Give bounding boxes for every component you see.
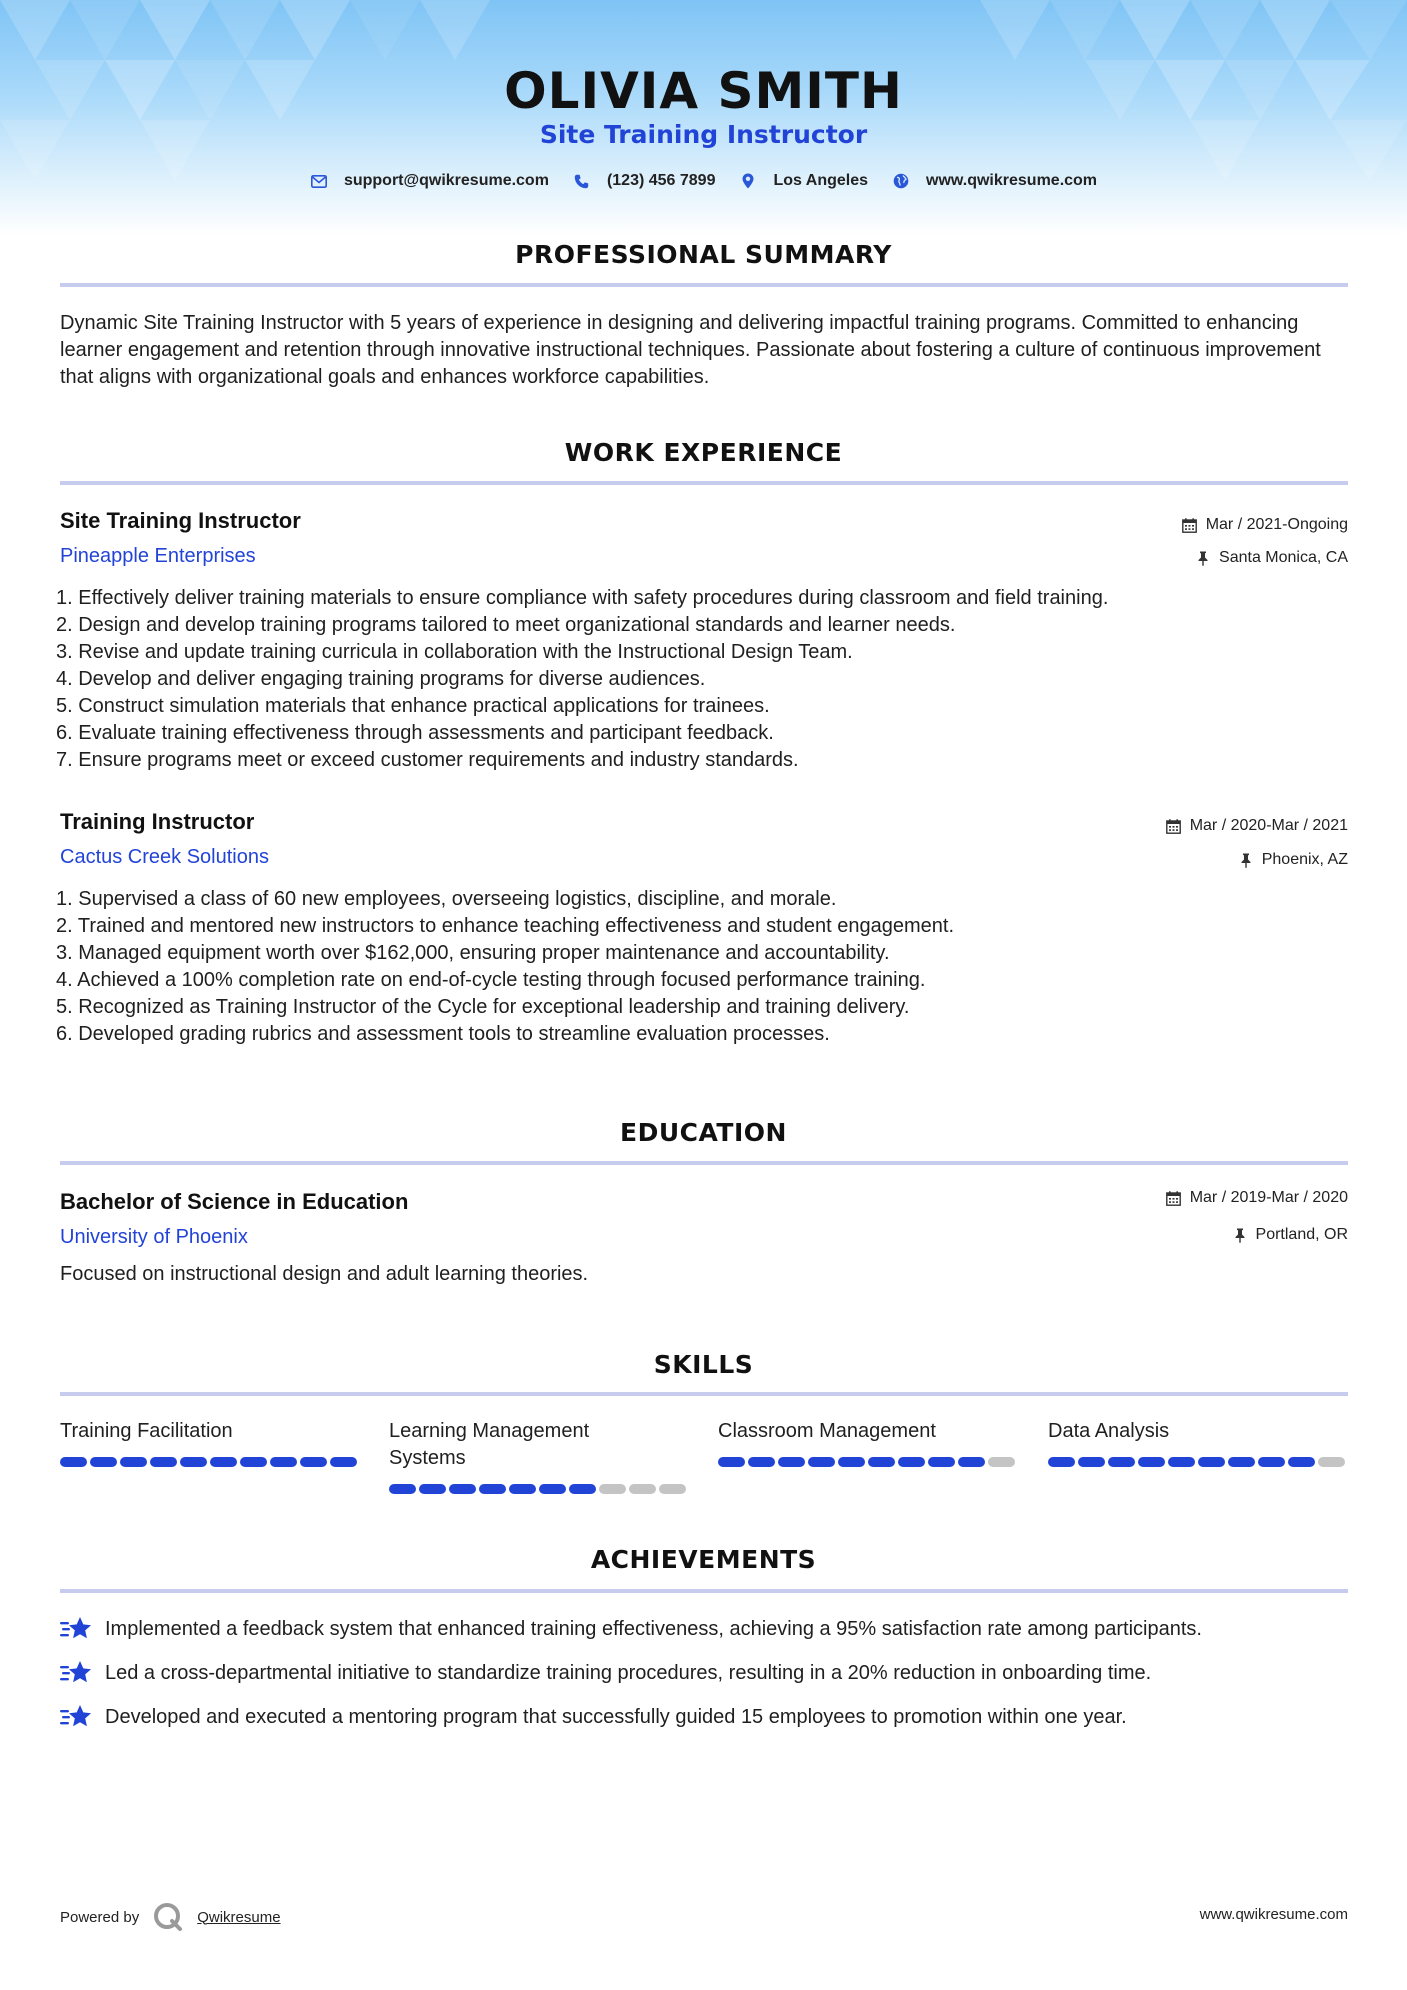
job-2-bullet: 5. Recognized as Training Instructor of the Cycle for exceptional leadership and training delivery.	[56, 996, 910, 1018]
achievement-item	[60, 1616, 1202, 1642]
skill-level-bar	[1048, 1457, 1348, 1467]
skill-level-segment	[120, 1457, 147, 1467]
pushpin-icon	[1195, 550, 1211, 566]
job-1-bullet: 3. Revise and update training curricula in collaboration with the Instructional Design Team.	[56, 641, 853, 663]
skill-level-segment	[1138, 1457, 1165, 1467]
achievement-text: Led a cross-departmental initiative to standardize training procedures, resulting in a 20% reduction in onboarding time.	[105, 1661, 1152, 1684]
job-2-bullet: 4. Achieved a 100% completion rate on end-of-cycle testing through focused performance training.	[56, 969, 926, 991]
achievement-text: Implemented a feedback system that enhanced training effectiveness, achieving a 95% satisfaction rate among participants.	[105, 1617, 1202, 1640]
skill-level-segment	[330, 1457, 357, 1467]
phone-icon	[573, 172, 591, 190]
job-2-bullet: 3. Managed equipment worth over $162,000, ensuring proper maintenance and accountability.	[56, 942, 890, 964]
skill-level-segment	[988, 1457, 1015, 1467]
job-1-dates-text: Mar / 2021-Ongoing	[1205, 516, 1348, 533]
job-1-bullet: 4. Develop and deliver engaging training programs for diverse audiences.	[56, 668, 706, 690]
star-badge-icon	[60, 1704, 92, 1730]
pushpin-icon	[1232, 1227, 1248, 1243]
skill-level-segment	[449, 1484, 476, 1494]
job-1-location-text: Santa Monica, CA	[1219, 549, 1348, 566]
contact-phone[interactable]	[573, 172, 716, 190]
job-2-title: Training Instructor	[60, 809, 255, 834]
contact-location	[739, 172, 868, 190]
skill-name: Training Facilitation	[60, 1420, 233, 1442]
skills-divider	[60, 1392, 1348, 1396]
skill-level-segment	[748, 1457, 775, 1467]
skill-level-bar	[389, 1484, 689, 1494]
skill-level-segment	[1168, 1457, 1195, 1467]
skill-level-segment	[958, 1457, 985, 1467]
education-degree: Bachelor of Science in Education	[60, 1189, 409, 1214]
skill-level-segment	[60, 1457, 87, 1467]
skill-level-segment	[1048, 1457, 1075, 1467]
skill-level-segment	[509, 1484, 536, 1494]
contact-website[interactable]	[892, 172, 1097, 190]
skill-level-bar	[718, 1457, 1018, 1467]
achievements-divider	[60, 1589, 1348, 1593]
summary-text: Dynamic Site Training Instructor with 5 years of experience in designing and delivering impactful training programs. Committed to enhancing learner engagement and retention through innovative instructional techniques. Passionate about fostering a culture of continuous improvement that aligns with organizational goals and enhances workforce capabilities.	[60, 312, 1321, 388]
job-2-bullet: 6. Developed grading rubrics and assessment tools to streamline evaluation processes.	[56, 1023, 830, 1045]
skill-level-segment	[180, 1457, 207, 1467]
education-location-text: Portland, OR	[1255, 1226, 1348, 1243]
skill-level-segment	[1318, 1457, 1345, 1467]
envelope-icon	[310, 172, 328, 190]
job-1-bullet: 2. Design and develop training programs tailored to meet organizational standards and learner needs.	[56, 614, 956, 636]
job-1-location	[1195, 549, 1348, 567]
skill-level-segment	[1258, 1457, 1285, 1467]
job-1-bullet: 5. Construct simulation materials that enhance practical applications for trainees.	[56, 695, 770, 717]
summary-divider	[60, 283, 1348, 287]
achievement-item	[60, 1660, 1151, 1686]
skill-level-segment	[718, 1457, 745, 1467]
contact-website-text: www.qwikresume.com	[926, 172, 1098, 189]
skill-level-segment	[479, 1484, 506, 1494]
skill-level-segment	[300, 1457, 327, 1467]
qwikresume-link[interactable]: Qwikresume	[197, 1908, 281, 1926]
skill-name: Classroom Management	[718, 1420, 936, 1442]
star-badge-icon	[60, 1660, 92, 1686]
skill-item	[718, 1418, 1018, 1467]
skill-level-segment	[1078, 1457, 1105, 1467]
skill-level-segment	[1108, 1457, 1135, 1467]
education-divider	[60, 1161, 1348, 1165]
contact-phone-text: (123) 456 7899	[606, 172, 716, 189]
skill-level-segment	[210, 1457, 237, 1467]
calendar-icon	[1182, 517, 1198, 533]
job-1-bullet: 6. Evaluate training effectiveness through assessments and participant feedback.	[56, 722, 774, 744]
skill-level-segment	[1228, 1457, 1255, 1467]
job-1-dates	[1182, 516, 1348, 534]
qwikresume-logo-icon	[153, 1902, 183, 1932]
contact-email[interactable]	[310, 172, 549, 190]
education-location	[1232, 1226, 1348, 1244]
achievements-heading: ACHIEVEMENTS	[590, 1545, 817, 1574]
education-description: Focused on instructional design and adult learning theories.	[60, 1263, 589, 1285]
footer-powered-by	[60, 1902, 281, 1932]
job-2-location	[1238, 851, 1348, 869]
skill-level-segment	[419, 1484, 446, 1494]
calendar-icon	[1166, 818, 1182, 834]
job-1-bullet: 7. Ensure programs meet or exceed customer requirements and industry standards.	[56, 749, 799, 771]
skill-level-segment	[778, 1457, 805, 1467]
achievement-item	[60, 1704, 1127, 1730]
skill-level-segment	[599, 1484, 626, 1494]
contact-location-text: Los Angeles	[773, 172, 869, 189]
skill-level-segment	[90, 1457, 117, 1467]
skill-name: Data Analysis	[1048, 1420, 1170, 1442]
job-1-responsibilities	[56, 585, 1356, 774]
job-2-location-text: Phoenix, AZ	[1261, 851, 1348, 868]
skill-level-segment	[659, 1484, 686, 1494]
skills-heading: SKILLS	[653, 1350, 754, 1379]
skill-level-segment	[838, 1457, 865, 1467]
education-dates-text: Mar / 2019-Mar / 2020	[1189, 1189, 1348, 1206]
skill-level-segment	[150, 1457, 177, 1467]
experience-divider	[60, 481, 1348, 485]
skill-item	[389, 1418, 689, 1494]
pushpin-icon	[1238, 852, 1254, 868]
footer-website[interactable]: www.qwikresume.com	[1199, 1906, 1348, 1923]
contact-bar	[0, 172, 1407, 190]
skill-level-segment	[389, 1484, 416, 1494]
job-1-company: Pineapple Enterprises	[60, 545, 256, 567]
job-2-bullet: 1. Supervised a class of 60 new employees, overseeing logistics, discipline, and morale.	[56, 888, 837, 910]
experience-heading: WORK EXPERIENCE	[564, 438, 843, 467]
education-dates	[1166, 1189, 1348, 1207]
skill-level-segment	[240, 1457, 267, 1467]
job-2-dates	[1166, 817, 1348, 835]
candidate-role: Site Training Instructor	[539, 120, 868, 149]
job-2-responsibilities	[56, 886, 1356, 1048]
powered-by-label: Powered by	[60, 1908, 140, 1926]
map-pin-icon	[739, 172, 757, 190]
skill-level-segment	[808, 1457, 835, 1467]
resume-header	[0, 0, 1407, 235]
job-2-bullet: 2. Trained and mentored new instructors to enhance teaching effectiveness and student engagement.	[56, 915, 954, 937]
skill-item	[1048, 1418, 1348, 1467]
contact-email-text: support@qwikresume.com	[343, 172, 549, 189]
job-1-title: Site Training Instructor	[60, 508, 301, 533]
achievement-text: Developed and executed a mentoring program that successfully guided 15 employees to promotion within one year.	[105, 1705, 1127, 1728]
skill-level-segment	[928, 1457, 955, 1467]
star-badge-icon	[60, 1616, 92, 1642]
education-heading: EDUCATION	[620, 1118, 787, 1147]
job-2-company: Cactus Creek Solutions	[60, 846, 269, 868]
skill-level-bar	[60, 1457, 360, 1467]
education-school: University of Phoenix	[60, 1226, 248, 1248]
skill-level-segment	[898, 1457, 925, 1467]
skill-name: Learning Management Systems	[389, 1420, 590, 1469]
summary-heading: PROFESSIONAL SUMMARY	[515, 240, 892, 269]
skill-level-segment	[868, 1457, 895, 1467]
job-1-bullet: 1. Effectively deliver training materials to ensure compliance with safety procedures during classroom and field training.	[56, 587, 1109, 609]
calendar-icon	[1166, 1190, 1182, 1206]
skill-item	[60, 1418, 360, 1467]
candidate-name: OLIVIA SMITH	[504, 62, 903, 120]
skill-level-segment	[1288, 1457, 1315, 1467]
job-2-dates-text: Mar / 2020-Mar / 2021	[1189, 817, 1348, 834]
skill-level-segment	[629, 1484, 656, 1494]
skill-level-segment	[569, 1484, 596, 1494]
skill-level-segment	[1198, 1457, 1225, 1467]
globe-icon	[892, 172, 910, 190]
skill-level-segment	[270, 1457, 297, 1467]
skill-level-segment	[539, 1484, 566, 1494]
